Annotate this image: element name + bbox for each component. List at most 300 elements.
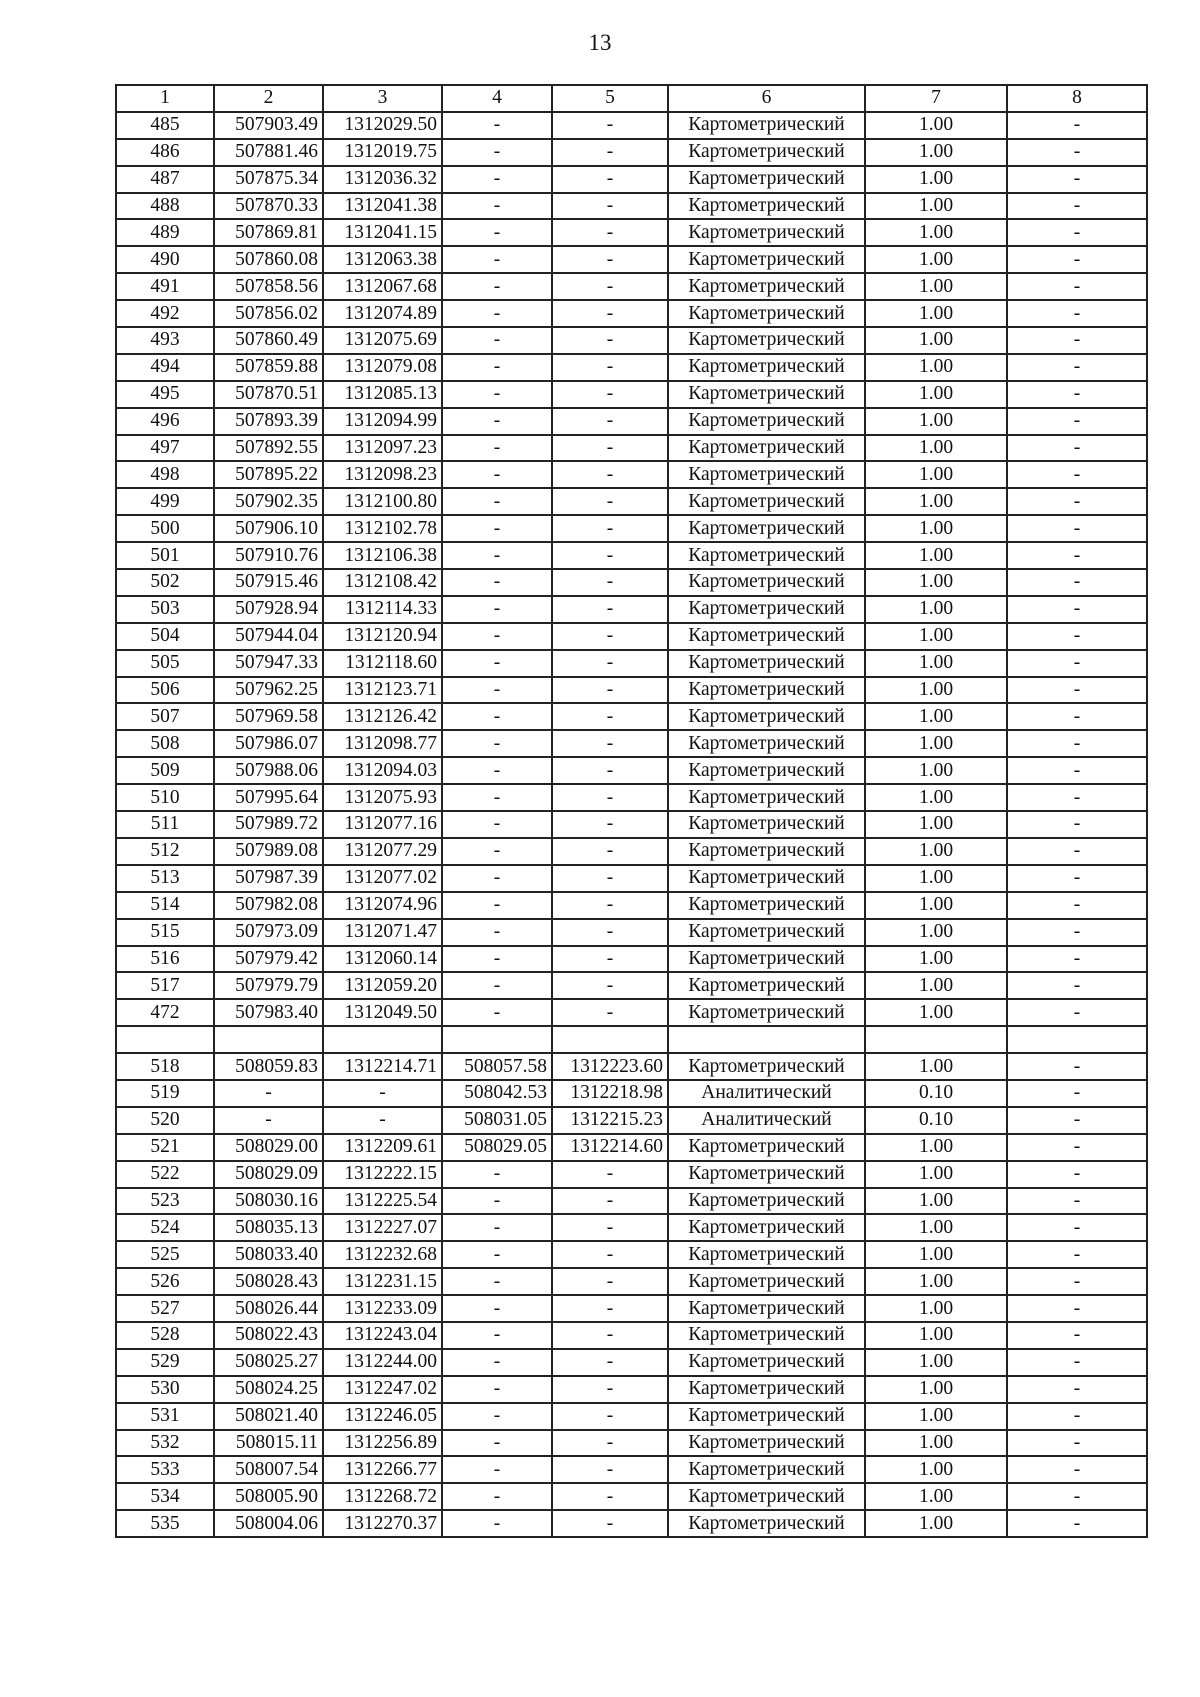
table-cell: 1.00 (865, 1295, 1007, 1322)
table-cell: 1312075.93 (323, 784, 442, 811)
table-cell: - (552, 1241, 668, 1268)
table-cell: 504 (116, 623, 214, 650)
table-cell: - (1007, 972, 1147, 999)
table-cell: - (442, 246, 552, 273)
table-row (116, 1241, 1147, 1268)
table-cell: Картометрический (668, 650, 865, 677)
table-cell: 1.00 (865, 219, 1007, 246)
table-cell: - (1007, 1322, 1147, 1349)
table-cell: 507903.49 (214, 112, 323, 139)
table-cell: - (552, 677, 668, 704)
table-cell: - (442, 1456, 552, 1483)
table-cell: - (1007, 623, 1147, 650)
table-row (116, 435, 1147, 462)
table-cell: - (552, 596, 668, 623)
table-cell: Картометрический (668, 569, 865, 596)
table-cell: 519 (116, 1080, 214, 1107)
table-cell: - (1007, 435, 1147, 462)
table-row (116, 919, 1147, 946)
table-cell: 507910.76 (214, 542, 323, 569)
table-cell: 507 (116, 703, 214, 730)
table-cell: - (1007, 1349, 1147, 1376)
table-cell: - (442, 1188, 552, 1215)
table-cell: Картометрический (668, 999, 865, 1026)
table-cell: 507870.51 (214, 381, 323, 408)
table-cell: 1312222.15 (323, 1161, 442, 1188)
column-header: 2 (214, 85, 323, 112)
table-row (116, 488, 1147, 515)
table-cell: - (552, 246, 668, 273)
table-cell: - (1007, 1080, 1147, 1107)
table-cell: 1.00 (865, 569, 1007, 596)
table-row (116, 193, 1147, 220)
table-cell: - (1007, 838, 1147, 865)
table-row (116, 1268, 1147, 1295)
table-cell: 1.00 (865, 677, 1007, 704)
table-cell: 1312075.69 (323, 327, 442, 354)
table-cell: 508029.09 (214, 1161, 323, 1188)
table-cell: 1312118.60 (323, 650, 442, 677)
table-cell: 1312231.15 (323, 1268, 442, 1295)
table-cell: 1312209.61 (323, 1134, 442, 1161)
table-cell: - (442, 193, 552, 220)
table-cell: 512 (116, 838, 214, 865)
table-cell: - (442, 784, 552, 811)
table-cell: - (1007, 1295, 1147, 1322)
table-cell: - (1007, 193, 1147, 220)
table-cell: - (1007, 703, 1147, 730)
table-cell: 500 (116, 515, 214, 542)
table-cell: 1.00 (865, 1214, 1007, 1241)
table-cell: 507860.49 (214, 327, 323, 354)
table-cell: 1312041.38 (323, 193, 442, 220)
table-cell: - (552, 1188, 668, 1215)
table-cell: 508057.58 (442, 1053, 552, 1080)
table-cell: Картометрический (668, 1376, 865, 1403)
table-cell: 1312059.20 (323, 972, 442, 999)
table-cell: Картометрический (668, 784, 865, 811)
table-cell: - (552, 811, 668, 838)
table-cell: - (442, 1214, 552, 1241)
table-cell: 1.00 (865, 1403, 1007, 1430)
table-cell (668, 1026, 865, 1053)
table-cell: - (442, 166, 552, 193)
table-cell: - (442, 596, 552, 623)
column-header: 3 (323, 85, 442, 112)
table-cell: 507987.39 (214, 865, 323, 892)
table-cell: 508029.05 (442, 1134, 552, 1161)
table-row (116, 677, 1147, 704)
table-cell: - (552, 650, 668, 677)
table-cell: Картометрический (668, 1188, 865, 1215)
table-cell: 1.00 (865, 999, 1007, 1026)
table-cell: 532 (116, 1430, 214, 1457)
table-cell: 1312077.16 (323, 811, 442, 838)
table-cell: - (552, 838, 668, 865)
table-cell: - (442, 865, 552, 892)
table-cell: - (442, 811, 552, 838)
table-cell: 1.00 (865, 327, 1007, 354)
table-cell: Картометрический (668, 327, 865, 354)
table-cell: 1.00 (865, 1456, 1007, 1483)
table-row (116, 650, 1147, 677)
table-cell: - (552, 1268, 668, 1295)
table-row (116, 139, 1147, 166)
table-cell: Картометрический (668, 892, 865, 919)
table-cell: Картометрический (668, 219, 865, 246)
table-cell: Картометрический (668, 1483, 865, 1510)
table-cell: 1312100.80 (323, 488, 442, 515)
table-cell: 1312227.07 (323, 1214, 442, 1241)
table-cell: 1312029.50 (323, 112, 442, 139)
column-header: 1 (116, 85, 214, 112)
table-cell: 521 (116, 1134, 214, 1161)
table-cell: - (1007, 677, 1147, 704)
table-cell: 510 (116, 784, 214, 811)
table-cell: Картометрический (668, 1510, 865, 1537)
table-cell: - (552, 569, 668, 596)
table-cell: 528 (116, 1322, 214, 1349)
table-row (116, 703, 1147, 730)
table-cell: - (552, 784, 668, 811)
table-cell: 1312049.50 (323, 999, 442, 1026)
table-cell: - (552, 219, 668, 246)
table-cell: 507944.04 (214, 623, 323, 650)
table-cell: Картометрический (668, 1456, 865, 1483)
table-cell: 1.00 (865, 1053, 1007, 1080)
table-cell: - (552, 542, 668, 569)
table-cell: - (442, 677, 552, 704)
table-row (116, 515, 1147, 542)
table-cell: - (552, 972, 668, 999)
table-cell: - (1007, 408, 1147, 435)
table-row (116, 1510, 1147, 1537)
table-cell: 1.00 (865, 784, 1007, 811)
table-cell: Картометрический (668, 435, 865, 462)
table-cell: - (552, 1295, 668, 1322)
table-cell: 520 (116, 1107, 214, 1134)
table-cell: - (442, 1322, 552, 1349)
table-cell: 507875.34 (214, 166, 323, 193)
table-cell: 1.00 (865, 1510, 1007, 1537)
table-cell: 1312246.05 (323, 1403, 442, 1430)
table-cell: - (552, 1403, 668, 1430)
table-cell: 507869.81 (214, 219, 323, 246)
table-cell: Картометрический (668, 1268, 865, 1295)
table-cell: 507893.39 (214, 408, 323, 435)
table-cell (323, 1026, 442, 1053)
table-cell: - (442, 999, 552, 1026)
table-cell: 508030.16 (214, 1188, 323, 1215)
table-cell: 507995.64 (214, 784, 323, 811)
table-cell: - (1007, 542, 1147, 569)
table-cell: Картометрический (668, 811, 865, 838)
table-cell: - (442, 1510, 552, 1537)
table-cell: - (1007, 1053, 1147, 1080)
table-cell: 1312071.47 (323, 919, 442, 946)
table-cell: Картометрический (668, 273, 865, 300)
table-cell: Картометрический (668, 1161, 865, 1188)
table-cell (865, 1026, 1007, 1053)
table-cell: 1312106.38 (323, 542, 442, 569)
table-cell: - (442, 112, 552, 139)
table-cell: 514 (116, 892, 214, 919)
table-cell: 508022.43 (214, 1322, 323, 1349)
table-cell: 508005.90 (214, 1483, 323, 1510)
table-cell: - (214, 1107, 323, 1134)
table-cell: 1312244.00 (323, 1349, 442, 1376)
table-cell: Картометрический (668, 1241, 865, 1268)
table-cell: 507979.79 (214, 972, 323, 999)
table-cell: - (552, 892, 668, 919)
table-cell: 508029.00 (214, 1134, 323, 1161)
table-cell: 1312225.54 (323, 1188, 442, 1215)
table-cell: Картометрический (668, 1322, 865, 1349)
table-cell: 507928.94 (214, 596, 323, 623)
table-cell: 522 (116, 1161, 214, 1188)
table-cell: - (1007, 246, 1147, 273)
table-cell: Картометрический (668, 838, 865, 865)
column-header: 6 (668, 85, 865, 112)
table-cell: 1.00 (865, 946, 1007, 973)
table-row (116, 999, 1147, 1026)
table-cell: 502 (116, 569, 214, 596)
table-cell: 507860.08 (214, 246, 323, 273)
table-cell: - (442, 219, 552, 246)
table-cell: 507858.56 (214, 273, 323, 300)
table-cell: 513 (116, 865, 214, 892)
table-cell: 1312041.15 (323, 219, 442, 246)
table-cell: - (323, 1080, 442, 1107)
table-cell: - (1007, 1483, 1147, 1510)
table-cell: 1.00 (865, 193, 1007, 220)
table-row (116, 1376, 1147, 1403)
table-row (116, 757, 1147, 784)
table-cell: Картометрический (668, 139, 865, 166)
table-cell: 507856.02 (214, 300, 323, 327)
table-cell: Картометрический (668, 1214, 865, 1241)
table-cell: 507895.22 (214, 461, 323, 488)
table-cell: 1312123.71 (323, 677, 442, 704)
table-cell: - (552, 381, 668, 408)
table-header-row (116, 85, 1147, 112)
table-cell: - (442, 488, 552, 515)
table-cell: - (1007, 139, 1147, 166)
table-cell: 491 (116, 273, 214, 300)
table-cell: 1.00 (865, 865, 1007, 892)
table-cell: - (552, 408, 668, 435)
table-cell: 507881.46 (214, 139, 323, 166)
table-cell: 508042.53 (442, 1080, 552, 1107)
table-cell: 517 (116, 972, 214, 999)
table-cell: - (552, 946, 668, 973)
table-cell: 487 (116, 166, 214, 193)
table-cell: 488 (116, 193, 214, 220)
table-cell: 1.00 (865, 730, 1007, 757)
table-cell: - (1007, 112, 1147, 139)
table-cell: 1.00 (865, 435, 1007, 462)
column-header: 4 (442, 85, 552, 112)
table-cell (552, 1026, 668, 1053)
table-cell: 497 (116, 435, 214, 462)
table-row (116, 381, 1147, 408)
table-cell: - (552, 435, 668, 462)
table-cell: - (552, 730, 668, 757)
table-cell: - (1007, 273, 1147, 300)
table-cell: - (552, 166, 668, 193)
table-cell: - (442, 919, 552, 946)
table-row (116, 1161, 1147, 1188)
table-cell: 1312097.23 (323, 435, 442, 462)
table-cell: Картометрический (668, 1295, 865, 1322)
table-cell: Картометрический (668, 515, 865, 542)
table-cell: 1312256.89 (323, 1430, 442, 1457)
table-cell: - (1007, 354, 1147, 381)
table-cell: 1.00 (865, 596, 1007, 623)
table-cell: - (442, 139, 552, 166)
table-row (116, 972, 1147, 999)
table-cell: 1312085.13 (323, 381, 442, 408)
table-cell: 1312094.03 (323, 757, 442, 784)
table-cell: 503 (116, 596, 214, 623)
table-cell: 1.00 (865, 273, 1007, 300)
table-cell: 1312108.42 (323, 569, 442, 596)
table-cell: Картометрический (668, 596, 865, 623)
table-cell: Картометрический (668, 408, 865, 435)
table-cell: - (552, 139, 668, 166)
table-cell: 1312102.78 (323, 515, 442, 542)
table-cell: 531 (116, 1403, 214, 1430)
table-cell: - (552, 488, 668, 515)
table-cell: 1.00 (865, 354, 1007, 381)
table-cell: 492 (116, 300, 214, 327)
table-cell: - (1007, 515, 1147, 542)
table-cell: 508 (116, 730, 214, 757)
table-cell: - (552, 919, 668, 946)
table-cell: 508024.25 (214, 1376, 323, 1403)
table-cell: Картометрический (668, 865, 865, 892)
table-cell: 507870.33 (214, 193, 323, 220)
table-cell: 1.00 (865, 166, 1007, 193)
table-cell: - (1007, 1161, 1147, 1188)
table-row (116, 865, 1147, 892)
table-cell: 1.00 (865, 623, 1007, 650)
table-cell: Картометрический (668, 972, 865, 999)
table-cell: - (552, 1376, 668, 1403)
table-cell: 515 (116, 919, 214, 946)
table-row (116, 246, 1147, 273)
table-cell: 1.00 (865, 1483, 1007, 1510)
table-cell: Картометрический (668, 946, 865, 973)
table-cell: 1312063.38 (323, 246, 442, 273)
table-cell: - (1007, 596, 1147, 623)
table-cell: - (552, 1214, 668, 1241)
table-cell: 507986.07 (214, 730, 323, 757)
table-cell: 1.00 (865, 408, 1007, 435)
table-cell: 1.00 (865, 811, 1007, 838)
table-cell: 1312268.72 (323, 1483, 442, 1510)
table-cell: - (1007, 946, 1147, 973)
table-cell: 1312077.29 (323, 838, 442, 865)
table-cell: - (1007, 1214, 1147, 1241)
table-cell: - (1007, 1188, 1147, 1215)
table-cell: 507988.06 (214, 757, 323, 784)
table-cell: - (1007, 327, 1147, 354)
table-cell: 1.00 (865, 703, 1007, 730)
table-cell: 507969.58 (214, 703, 323, 730)
table-cell: 1312223.60 (552, 1053, 668, 1080)
table-row (116, 300, 1147, 327)
table-cell: 493 (116, 327, 214, 354)
table-cell: 1312243.04 (323, 1322, 442, 1349)
table-row (116, 461, 1147, 488)
table-cell: - (1007, 1456, 1147, 1483)
table-cell: 1.00 (865, 515, 1007, 542)
table-cell: - (1007, 1268, 1147, 1295)
table-cell: - (552, 112, 668, 139)
table-cell: - (323, 1107, 442, 1134)
table-cell: Картометрический (668, 757, 865, 784)
table-cell: 507983.40 (214, 999, 323, 1026)
table-cell: Картометрический (668, 461, 865, 488)
table-cell: 498 (116, 461, 214, 488)
table-cell: - (442, 1403, 552, 1430)
table-row (116, 784, 1147, 811)
table-cell: - (442, 1268, 552, 1295)
table-cell: - (1007, 461, 1147, 488)
table-cell: 1312098.77 (323, 730, 442, 757)
table-cell: 1.00 (865, 1188, 1007, 1215)
table-cell: 508031.05 (442, 1107, 552, 1134)
table-cell: - (442, 273, 552, 300)
table-cell: - (442, 972, 552, 999)
table-cell: 1.00 (865, 1376, 1007, 1403)
table-cell: 508033.40 (214, 1241, 323, 1268)
table-cell: 1312214.60 (552, 1134, 668, 1161)
table-cell: Картометрический (668, 112, 865, 139)
table-cell: - (552, 461, 668, 488)
table-cell: - (1007, 219, 1147, 246)
table-cell: 1312067.68 (323, 273, 442, 300)
table-cell: Картометрический (668, 488, 865, 515)
table-cell: 1.00 (865, 650, 1007, 677)
table-cell: 1312270.37 (323, 1510, 442, 1537)
table-cell (1007, 1026, 1147, 1053)
table-row (116, 623, 1147, 650)
table-cell: 1.00 (865, 1241, 1007, 1268)
table-cell: 495 (116, 381, 214, 408)
table-cell: 0.10 (865, 1080, 1007, 1107)
table-cell: - (552, 1430, 668, 1457)
table-cell: 508015.11 (214, 1430, 323, 1457)
table-cell: - (1007, 488, 1147, 515)
table-cell: - (442, 892, 552, 919)
column-header: 5 (552, 85, 668, 112)
table-cell: 1312120.94 (323, 623, 442, 650)
table-cell: 530 (116, 1376, 214, 1403)
table-cell: 507989.72 (214, 811, 323, 838)
table-cell: Картометрический (668, 542, 865, 569)
table-cell: Картометрический (668, 381, 865, 408)
table-cell: 533 (116, 1456, 214, 1483)
table-row (116, 112, 1147, 139)
table-cell: - (552, 193, 668, 220)
table-cell: 507973.09 (214, 919, 323, 946)
table-cell: 1.00 (865, 300, 1007, 327)
table-cell: - (442, 569, 552, 596)
table-row (116, 838, 1147, 865)
table-cell (442, 1026, 552, 1053)
